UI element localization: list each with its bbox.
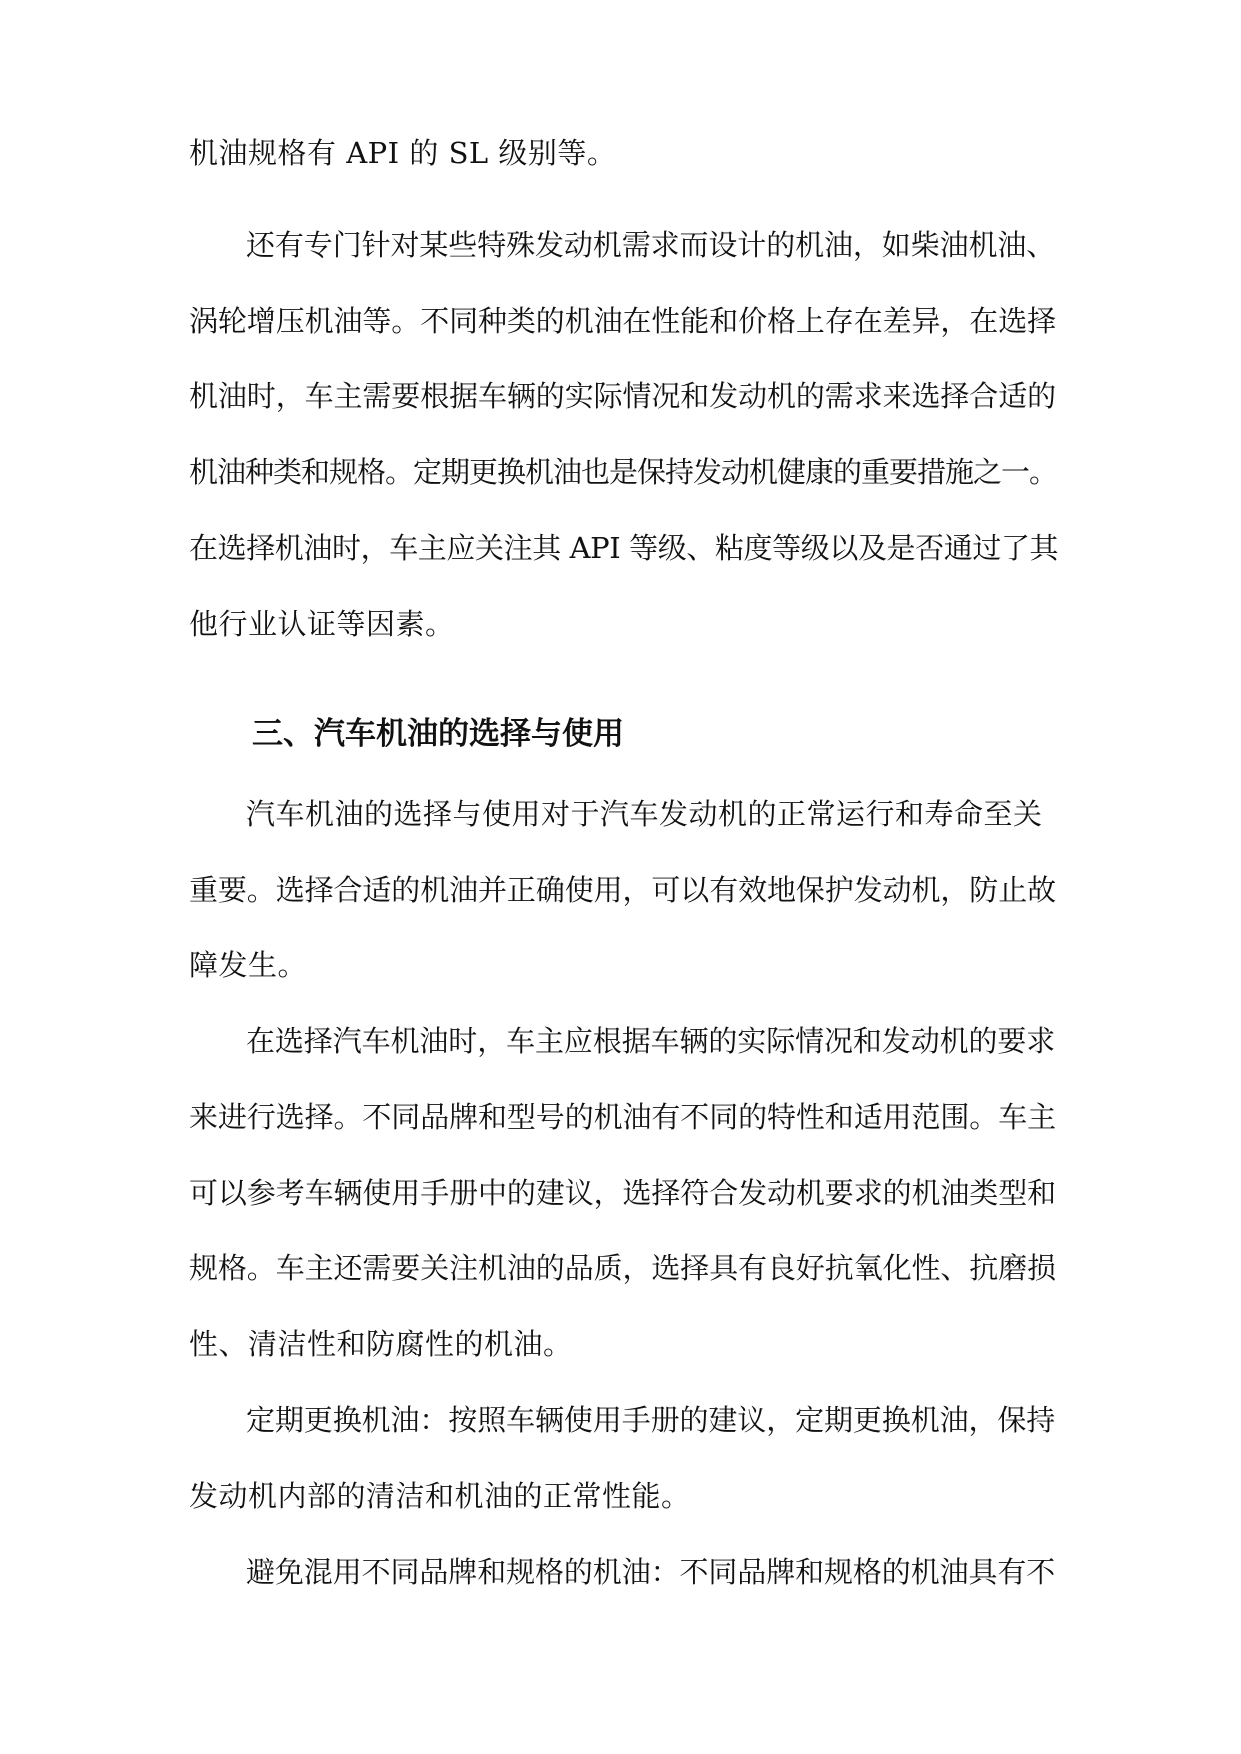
text-line: 避免混用不同品牌和规格的机油：不同品牌和规格的机油具有不 (246, 1555, 1056, 1589)
text-line: 障发生。 (189, 948, 308, 982)
text-line: 重要。选择合适的机油并正确使用，可以有效地保护发动机，防止故 (189, 873, 1057, 907)
text-line: 还有专门针对某些特殊发动机需求而设计的机油，如柴油机油、 (246, 228, 1056, 262)
text-line: 机油时，车主需要根据车辆的实际情况和发动机的需求来选择合适的 (189, 379, 1057, 413)
text-line: 机油种类和规格。定期更换机油也是保持发动机健康的重要措施之一。 (189, 455, 1058, 489)
text-line: 定期更换机油：按照车辆使用手册的建议，定期更换机油，保持 (246, 1403, 1056, 1437)
text-line: 发动机内部的清洁和机油的正常性能。 (189, 1479, 691, 1513)
text-line: 在选择机油时，车主应关注其 API 等级、粘度等级以及是否通过了其 (189, 531, 1059, 565)
text-line: 汽车机油的选择与使用对于汽车发动机的正常运行和寿命至关 (246, 797, 1043, 831)
text-line: 机油规格有 API 的 SL 级别等。 (189, 136, 617, 170)
text-line: 可以参考车辆使用手册中的建议，选择符合发动机要求的机油类型和 (189, 1176, 1057, 1210)
text-line: 他行业认证等因素。 (189, 607, 455, 641)
text-line: 性、清洁性和防腐性的机油。 (189, 1327, 573, 1361)
text-line: 规格。车主还需要关注机油的品质，选择具有良好抗氧化性、抗磨损 (189, 1251, 1057, 1285)
text-line: 涡轮增压机油等。不同种类的机油在性能和价格上存在差异，在选择 (189, 304, 1057, 338)
text-line: 在选择汽车机油时，车主应根据车辆的实际情况和发动机的要求 (246, 1024, 1056, 1058)
section-heading: 三、汽车机油的选择与使用 (252, 716, 624, 752)
text-line: 来进行选择。不同品牌和型号的机油有不同的特性和适用范围。车主 (189, 1100, 1057, 1134)
